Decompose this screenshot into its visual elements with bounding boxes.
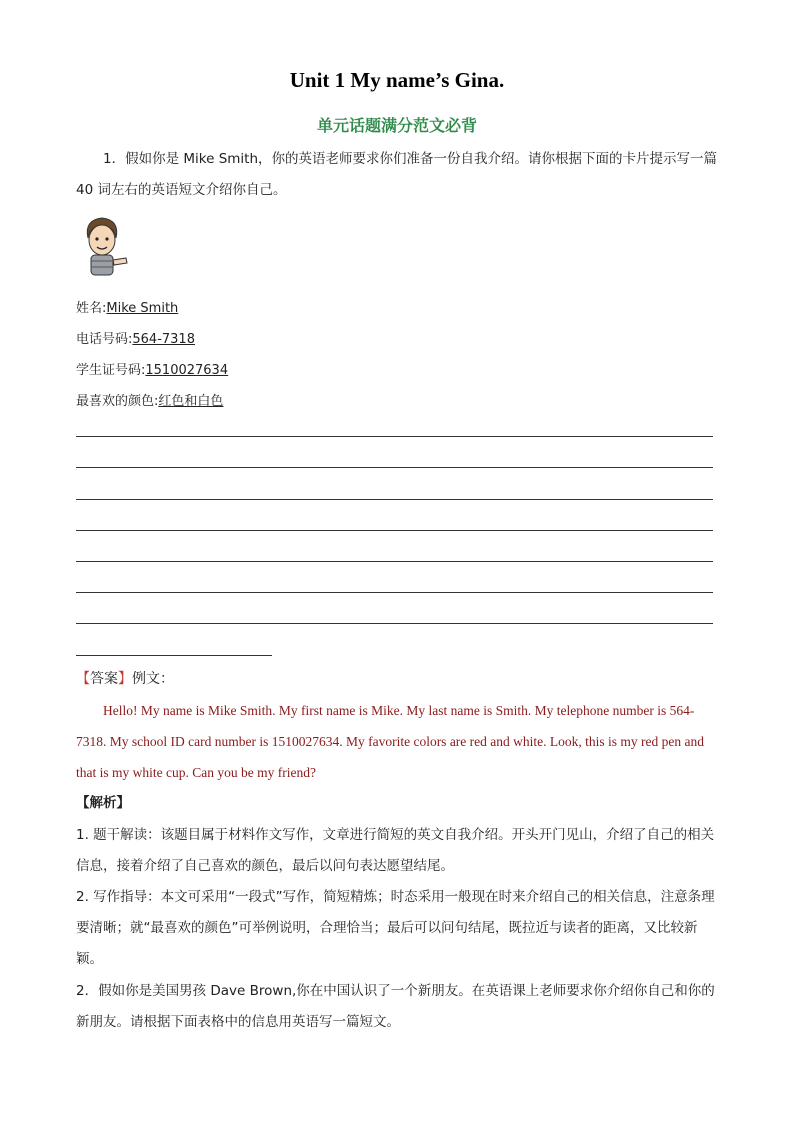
card-label-color: 最喜欢的颜色: [76, 394, 159, 409]
card-field-color [76, 390, 223, 409]
analysis-point-1: 1. 题干解读：该题目属于材料作文写作，文章进行简短的英文自我介绍。开头开门见山，介绍了自己的相关信息，接着介绍了自己喜欢的颜色，最后以问句表达愿望结尾。 [76, 827, 715, 874]
card-value-student-id: 1510027634 [145, 363, 229, 378]
card-value-phone: 564-7318 [132, 332, 195, 347]
page-title: Unit 1 My name’s Gina. [289, 68, 505, 92]
writing-line [76, 561, 713, 562]
card-label-phone: 电话号码: [76, 332, 133, 347]
card-field-name [76, 297, 178, 316]
card-label-student-id: 学生证号码: [76, 363, 146, 378]
card-value-color: 红色和白色 [158, 394, 224, 409]
writing-line [76, 467, 713, 468]
card-label-name: 姓名: [76, 301, 107, 316]
writing-line [76, 530, 713, 531]
answer-tag-word: 答案 [90, 671, 118, 687]
writing-line [76, 592, 713, 593]
analysis-point-2: 2. 写作指导：本文可采用“一段式”写作，简短精炼；时态采用一般现在时来介绍自己的相关信息，注意条理要清晰；就“最喜欢的颜色”可举例说明，合理恰当；最后可以问句结尾，既拉近与读者的距离，又比较新颖。 [76, 889, 715, 967]
answer-tag-close: 】 [118, 671, 132, 687]
analysis-tag: 【解析】 [76, 795, 130, 811]
answer-tag-suffix: 例文： [132, 671, 174, 687]
page-subtitle: 单元话题满分范文必背 [316, 116, 477, 135]
boy-avatar-icon [74, 212, 130, 280]
writing-line-short [76, 655, 272, 656]
writing-line [76, 499, 713, 500]
answer-essay [76, 695, 716, 788]
question-1-prompt: 1．假如你是 Mike Smith，你的英语老师要求你们准备一份自我介绍。请你根据下面的卡片提示写一篇 40 词左右的英语短文介绍你自己。 [76, 151, 718, 198]
question-2-prompt: 2．假如你是美国男孩 Dave Brown,你在中国认识了一个新朋友。在英语课上老师要求你介绍你自己和你的新朋友。请根据下面表格中的信息用英语写一篇短文。 [76, 983, 715, 1030]
writing-line [76, 623, 713, 624]
card-field-student-id [76, 359, 228, 378]
answer-tag [76, 668, 174, 688]
answer-essay-text: Hello! My name is Mike Smith. My first name is Mike. My last name is Smith. My telephone number is 564-7318. My school ID card number is 1510027634. My favorite colors are red and white. Look, this is my red pen and that is my white cup. Can you be my friend? [76, 703, 704, 780]
card-value-name: Mike Smith [106, 301, 179, 316]
answer-tag-open: 【 [76, 671, 90, 687]
card-field-phone [76, 328, 195, 347]
writing-line [76, 436, 713, 437]
